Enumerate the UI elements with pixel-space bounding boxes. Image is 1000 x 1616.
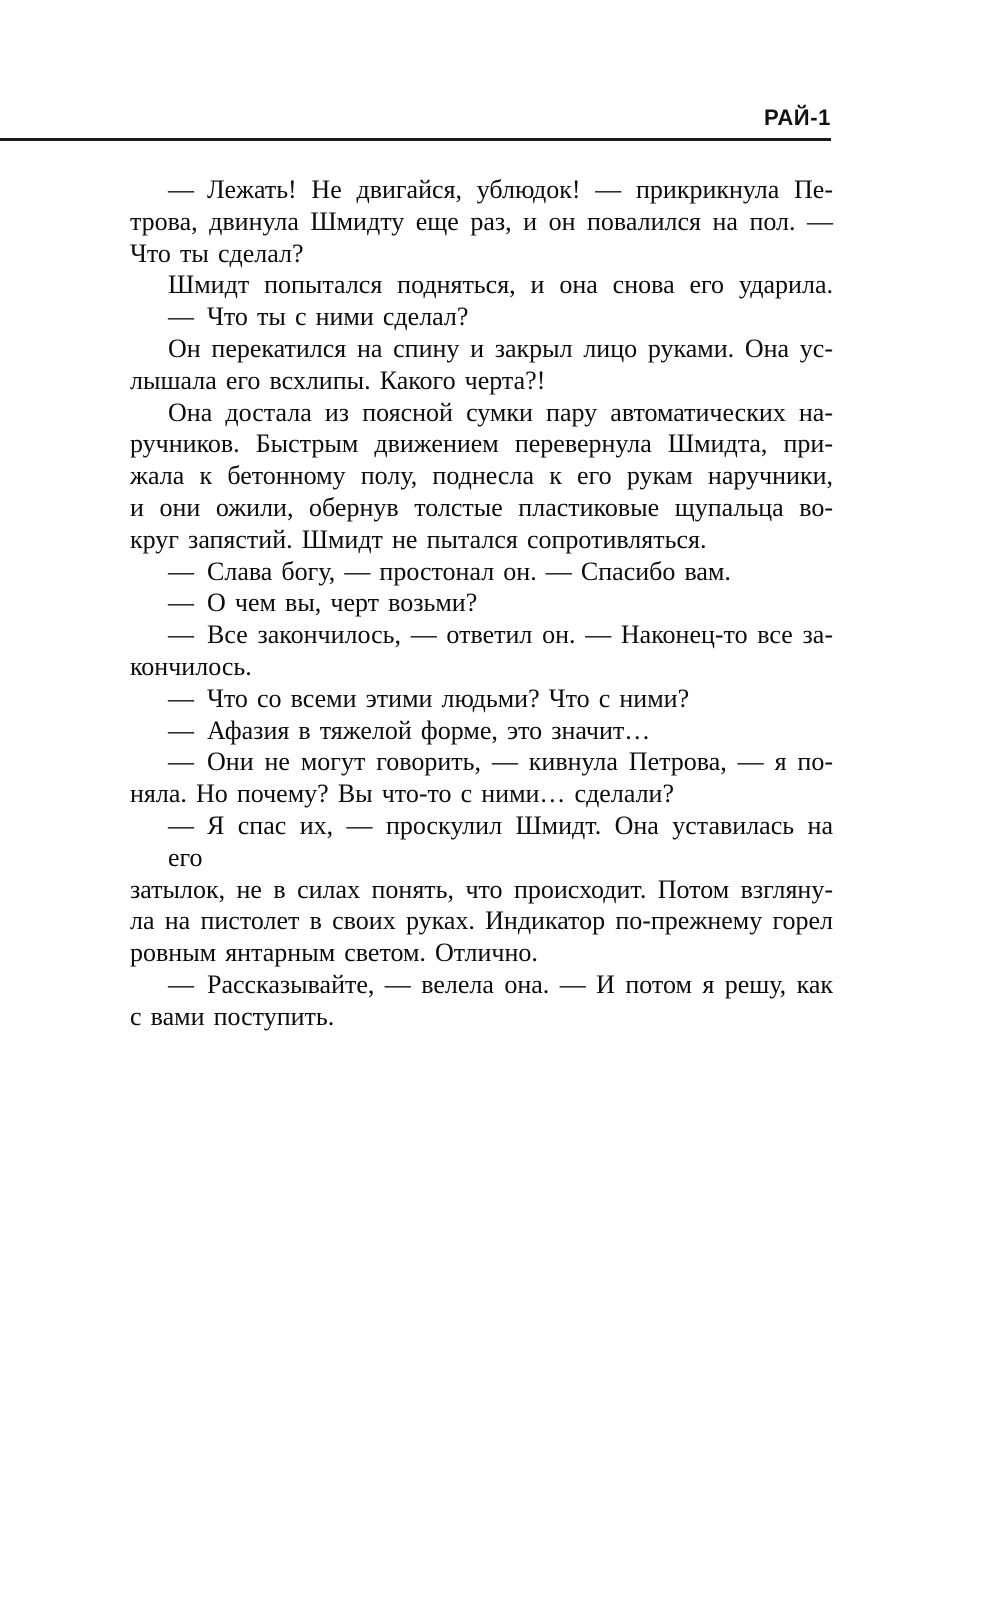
- text-line: — Все закончилось, — ответил он. — Наконец-то все за-: [168, 620, 833, 650]
- paragraph: [130, 969, 833, 1033]
- text-line: Он перекатился на спину и закрыл лицо руками. Она ус-: [168, 333, 833, 363]
- text-line: — О чем вы, черт возьми?: [168, 588, 478, 618]
- text-line: — Лежать! Не двигайся, ублюдок! — прикрикнула Пе-: [168, 175, 833, 204]
- text-line: ровным янтарным светом. Отлично.: [130, 938, 538, 968]
- page-title: РАЙ-1: [763, 105, 831, 130]
- paragraph: [130, 269, 833, 301]
- text-line: затылок, не в силах понять, что происходит. Потом взгляну-: [130, 874, 833, 904]
- paragraph: [130, 715, 833, 747]
- paragraph: [130, 683, 833, 715]
- paragraph: [130, 746, 833, 810]
- text-line: Что ты сделал?: [130, 238, 304, 268]
- text-line: Шмидт попытался подняться, и она снова его ударила.: [168, 270, 833, 300]
- text-line: ла на пистолет в своих руках. Индикатор по-прежнему горел: [130, 906, 833, 936]
- text-line: — Слава богу, — простонал он. — Спасибо вам.: [168, 556, 731, 586]
- text-line: ручников. Быстрым движением перевернула Шмидта, при-: [130, 429, 833, 459]
- text-line: — Они не могут говорить, — кивнула Петрова, — я по-: [168, 747, 833, 777]
- paragraph: [130, 397, 833, 556]
- text-line: — Я спас их, — проскулил Шмидт. Она уставилась на его: [168, 810, 833, 872]
- text-line: и они ожили, обернув толстые пластиковые щупальца во-: [130, 492, 833, 522]
- text-line: няла. Но почему? Вы что-то с ними… сделали?: [130, 779, 675, 809]
- text-line: круг запястий. Шмидт не пытался сопротивляться.: [130, 524, 707, 554]
- text-line: Она достала из поясной сумки пару автоматических на-: [168, 397, 833, 427]
- text-line: — Что ты с ними сделал?: [168, 302, 469, 332]
- paragraph: [130, 587, 833, 619]
- text-line: кончилось.: [130, 651, 252, 681]
- text-block: [130, 174, 833, 1033]
- paragraph: [130, 619, 833, 683]
- text-line: лышала его всхлипы. Какого черта?!: [130, 365, 546, 395]
- paragraph: [130, 556, 833, 588]
- text-line: трова, двинула Шмидту еще раз, и он повалился на пол. —: [130, 206, 833, 236]
- paragraph: [130, 174, 833, 269]
- text-line: с вами поступить.: [130, 1001, 335, 1031]
- text-line: — Афазия в тяжелой форме, это значит…: [168, 715, 651, 745]
- paragraph: [130, 333, 833, 397]
- text-line: жала к бетонному полу, поднесла к его рукам наручники,: [130, 461, 833, 491]
- paragraph: [130, 301, 833, 333]
- text-line: — Рассказывайте, — велела она. — И потом я решу, как: [168, 969, 833, 999]
- header-rule: [0, 138, 831, 141]
- paragraph: [130, 810, 833, 969]
- text-line: — Что со всеми этими людьми? Что с ними?: [168, 683, 690, 713]
